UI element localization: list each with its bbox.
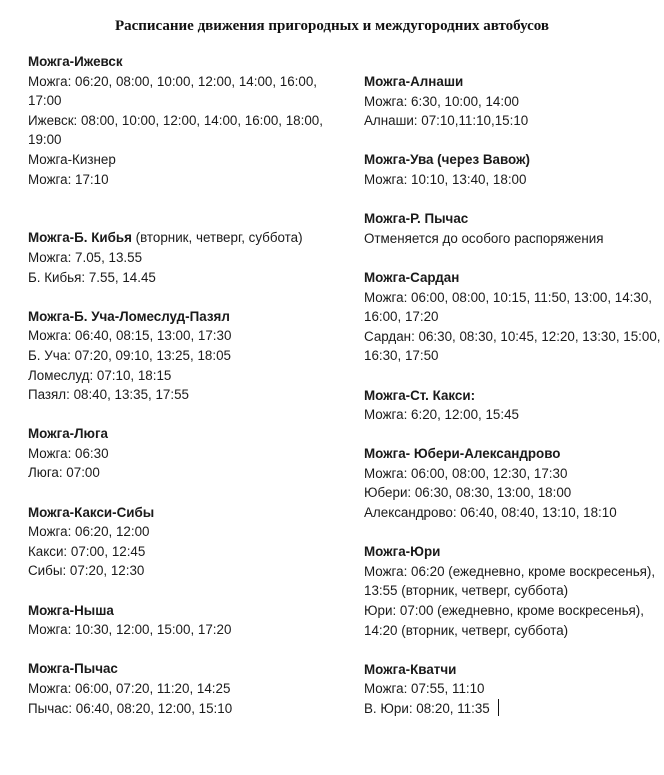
schedule-line: Юбери: 06:30, 08:30, 13:00, 18:00	[364, 485, 572, 501]
schedule-line: Ломеслуд: 07:10, 18:15	[28, 367, 172, 383]
schedule-line: Можга: 6:30, 10:00, 14:00	[364, 93, 519, 109]
route-mozhga-kaksi-siby	[28, 503, 348, 581]
schedule-line: Можга: 06:20, 08:00, 10:00, 12:00, 14:00, 16:00, 17:00	[28, 73, 318, 109]
schedule-line: Ижевск: 08:00, 10:00, 12:00, 14:00, 16:00, 18:00, 19:00	[28, 112, 323, 148]
route-days-note: (вторник, четверг, суббота)	[131, 230, 303, 246]
schedule-line: Б. Кибья: 7.55, 14.45	[28, 269, 156, 285]
cancellation-notice: Отменяется до особого распоряжения	[364, 230, 604, 246]
left-column	[28, 52, 348, 718]
schedule-line: Можга: 06:20 (ежедневно, кроме воскресенья), 13:55 (вторник, четверг, суббота)	[364, 563, 656, 599]
route-title: Можга-Пычас	[28, 661, 118, 677]
route-mozhga-lyuga	[28, 424, 348, 483]
schedule-line: Сардан: 06:30, 08:30, 10:45, 12:20, 13:30, 15:00, 16:30, 17:50	[364, 328, 661, 364]
schedule-line: Можга: 06:40, 08:15, 13:00, 17:30	[28, 328, 232, 344]
route-title: Можга-Юри	[364, 544, 441, 560]
route-mozhga-b-kibya	[28, 228, 348, 287]
schedule-line: Можга: 06:20, 12:00	[28, 524, 150, 540]
schedule-line: Пазял: 08:40, 13:35, 17:55	[28, 387, 189, 403]
schedule-line: Алнаши: 07:10,11:10,15:10	[364, 113, 529, 129]
schedule-line: Александрово: 06:40, 08:40, 13:10, 18:10	[364, 505, 617, 521]
schedule-line: Можга: 17:10	[28, 171, 109, 187]
route-mozhga-uva	[364, 150, 664, 189]
route-mozhga-yuberi-aleksandrovo	[364, 444, 664, 522]
schedule-line: Можга: 06:30	[28, 445, 109, 461]
schedule-line: Можга: 07:55, 11:10	[364, 681, 485, 697]
schedule-line: Б. Уча: 07:20, 09:10, 13:25, 18:05	[28, 347, 231, 363]
schedule-line: Можга: 10:10, 13:40, 18:00	[364, 171, 527, 187]
route-mozhga-st-kaksi	[364, 386, 664, 425]
schedule-line: Пычас: 06:40, 08:20, 12:00, 15:10	[28, 700, 233, 716]
route-mozhga-alnashi	[364, 72, 664, 131]
route-mozhga-izhevsk	[28, 52, 348, 189]
route-mozhga-b-ucha-lomeslud-pazyal	[28, 307, 348, 405]
route-title: Можга-Какси-Сибы	[28, 504, 155, 520]
route-title: Можга-Б. Кибья	[28, 230, 132, 246]
route-title: Можга-Ныша	[28, 602, 114, 618]
schedule-line: Можга: 06:00, 07:20, 11:20, 14:25	[28, 681, 231, 696]
schedule-line: Какси: 07:00, 12:45	[28, 543, 146, 559]
route-title: Можга-Ст. Какси:	[364, 387, 476, 403]
schedule-line-text: В. Юри: 08:20, 11:35	[364, 701, 490, 716]
schedule-line	[364, 699, 664, 719]
route-mozhga-kvatchi	[364, 660, 664, 719]
route-mozhga-nysha	[28, 601, 348, 640]
right-column	[364, 72, 664, 719]
route-title: Можга-Алнаши	[364, 74, 464, 89]
schedule-line: Можга-Кизнер	[28, 151, 116, 167]
document-title: Расписание движения пригородных и междугородних автобусов	[114, 18, 550, 34]
schedule-line: Юри: 07:00 (ежедневно, кроме воскресенья), 14:20 (вторник, четверг, суббота)	[364, 603, 644, 638]
text-cursor[interactable]	[498, 699, 499, 716]
route-title: Можга-Р. Пычас	[364, 211, 469, 227]
route-title: Можга-Ижевск	[28, 54, 123, 69]
schedule-line: Можга: 10:30, 12:00, 15:00, 17:20	[28, 622, 232, 638]
schedule-line: Можга: 06:00, 08:00, 12:30, 17:30	[364, 465, 568, 481]
route-mozhga-yuri	[364, 542, 664, 640]
route-mozhga-sardan	[364, 268, 664, 366]
schedule-line: Можга: 6:20, 12:00, 15:45	[364, 407, 519, 423]
schedule-line: Сибы: 07:20, 12:30	[28, 563, 145, 579]
route-title: Можга-Ува (через Вавож)	[364, 152, 530, 168]
route-mozhga-pychas	[28, 659, 348, 718]
schedule-line: Люга: 07:00	[28, 465, 100, 481]
route-title: Можга-Сардан	[364, 269, 460, 285]
route-title: Можга- Юбери-Александрово	[364, 446, 561, 462]
route-title: Можга-Кватчи	[364, 661, 457, 677]
route-title: Можга-Б. Уча-Ломеслуд-Пазял	[28, 308, 230, 324]
route-title: Можга-Люга	[28, 426, 108, 442]
schedule-line: Можга: 7.05, 13.55	[28, 249, 143, 265]
schedule-line: Можга: 06:00, 08:00, 10:15, 11:50, 13:00, 14:30, 16:00, 17:20	[364, 289, 653, 325]
route-mozhga-r-pychas	[364, 209, 664, 248]
